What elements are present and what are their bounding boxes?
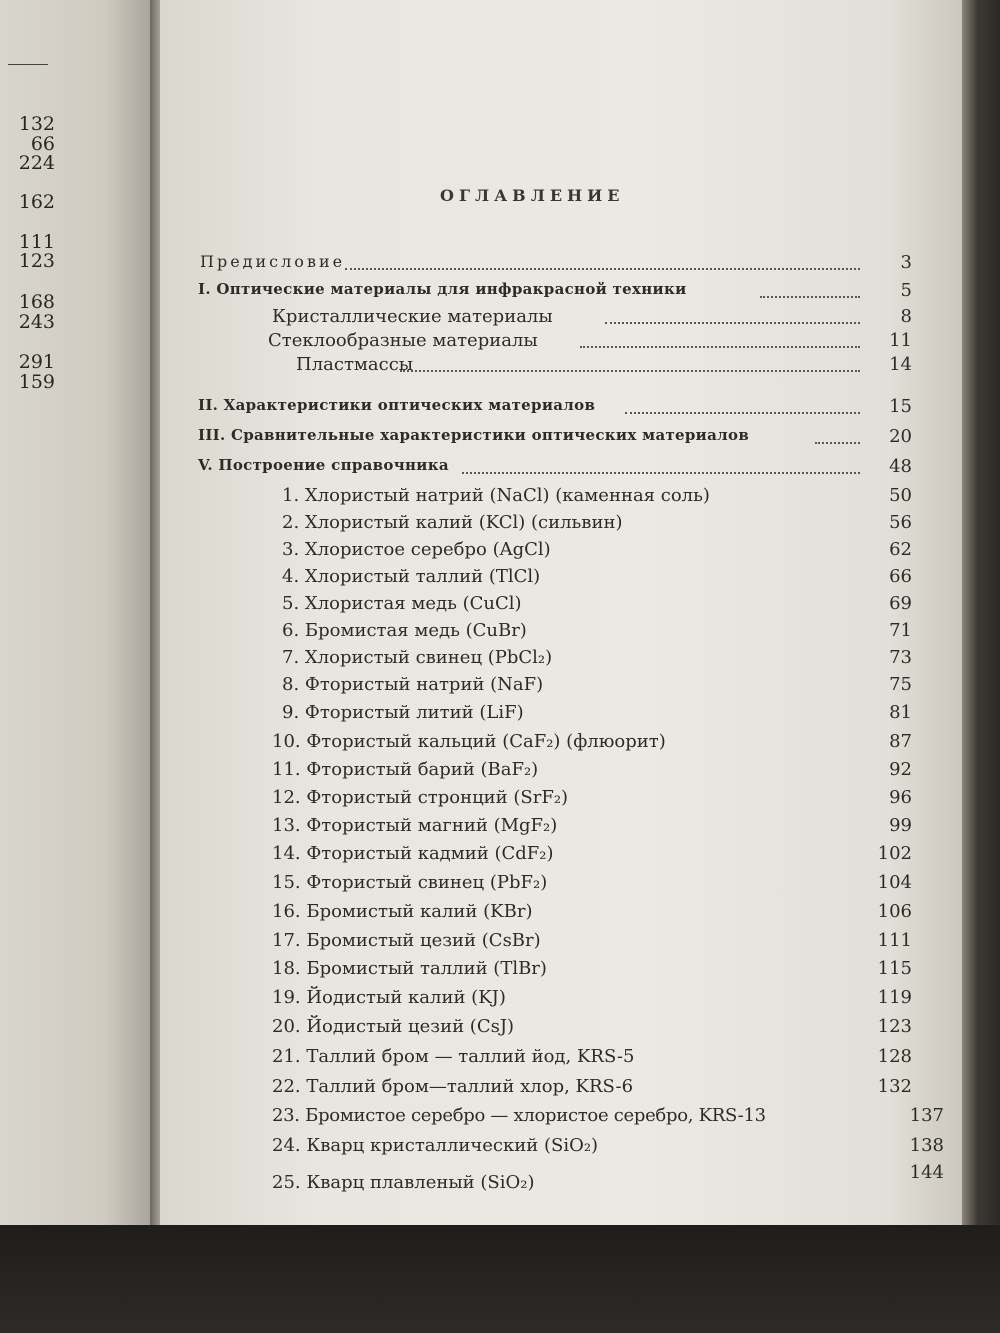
left-page-number: 168 — [18, 291, 55, 313]
toc-entry-title: 13. Фтористый магний (MgF₂) — [272, 815, 558, 836]
toc-entry[interactable] — [0, 787, 1000, 815]
toc-entry-page: 8 — [900, 306, 912, 327]
toc-entry-page: 144 — [909, 1162, 944, 1183]
toc-entry-title: 8. Фтористый натрий (NaF) — [282, 674, 544, 695]
toc-entry-title: Пластмассы — [296, 354, 414, 375]
toc-entry-page: 102 — [877, 843, 912, 864]
toc-entry-page: 99 — [889, 815, 912, 836]
toc-entry[interactable] — [0, 987, 1000, 1015]
toc-entry[interactable] — [0, 901, 1000, 929]
toc-entry[interactable] — [0, 843, 1000, 871]
toc-entry[interactable] — [0, 958, 1000, 986]
toc-entry[interactable] — [0, 1105, 1000, 1133]
toc-entry-title: 24. Кварц кристаллический (SiO₂) — [272, 1135, 599, 1156]
toc-entry-page: 62 — [889, 539, 912, 560]
toc-entry-page: 66 — [889, 566, 912, 587]
toc-entry-title: II. Характеристики оптических материалов — [198, 396, 596, 414]
toc-entry-title: 21. Таллий бром — таллий йод, KRS-5 — [272, 1046, 635, 1067]
toc-entry-page: 48 — [889, 456, 912, 477]
toc-entry-title: I. Оптические материалы для инфракрасной техники — [198, 280, 687, 298]
toc-entry-title: 17. Бромистый цезий (CsBr) — [272, 930, 541, 951]
toc-entry[interactable] — [0, 485, 1000, 513]
toc-entry[interactable] — [0, 1076, 1000, 1104]
leader-dots — [605, 312, 860, 324]
toc-entry-page: 96 — [889, 787, 912, 808]
toc-entry-title: 23. Бромистое серебро — хлористое серебро, KRS-13 — [272, 1105, 766, 1126]
toc-entry[interactable] — [0, 872, 1000, 900]
toc-entry-title: 4. Хлористый таллий (TlCl) — [282, 566, 541, 587]
toc-entry[interactable] — [0, 620, 1000, 648]
book-cover-bottom — [0, 1225, 1000, 1333]
toc-entry-title: Стеклообразные материалы — [268, 330, 538, 351]
leader-dots — [400, 360, 860, 372]
toc-entry[interactable] — [0, 426, 1000, 454]
toc-entry-page: 71 — [889, 620, 912, 641]
toc-entry-page: 138 — [909, 1135, 944, 1156]
leader-dots — [580, 336, 860, 348]
left-page-number: 66 — [30, 133, 55, 155]
toc-entry-title: 14. Фтористый кадмий (CdF₂) — [272, 843, 554, 864]
toc-entry-page: 119 — [877, 987, 912, 1008]
toc-entry-title: 12. Фтористый стронций (SrF₂) — [272, 787, 569, 808]
left-page-number: 132 — [18, 113, 55, 135]
toc-entry-title: 6. Бромистая медь (CuBr) — [282, 620, 527, 641]
toc-entry-title: III. Сравнительные характеристики оптических материалов — [198, 426, 750, 444]
toc-entry-page: 20 — [889, 426, 912, 447]
toc-entry[interactable] — [0, 702, 1000, 730]
toc-entry[interactable] — [0, 674, 1000, 702]
toc-entry-title: Кристаллические материалы — [272, 306, 553, 327]
toc-entry[interactable] — [0, 759, 1000, 787]
toc-entry-title: 22. Таллий бром—таллий хлор, KRS-6 — [272, 1076, 634, 1097]
toc-entry-page: 92 — [889, 759, 912, 780]
left-page-rule — [8, 64, 48, 65]
left-page-number: 162 — [18, 191, 55, 213]
toc-entry[interactable] — [0, 1016, 1000, 1044]
left-page-number: 243 — [18, 311, 55, 333]
toc-entry-title: 19. Йодистый калий (KJ) — [272, 987, 506, 1008]
toc-entry-page: 87 — [889, 731, 912, 752]
toc-entry[interactable] — [0, 566, 1000, 594]
toc-entry-page: 115 — [877, 958, 912, 979]
toc-entry[interactable] — [0, 280, 1000, 308]
toc-entry-page: 73 — [889, 647, 912, 668]
toc-entry[interactable] — [0, 1162, 1000, 1200]
toc-heading: ОГЛАВЛЕНИЕ — [440, 186, 625, 205]
toc-entry[interactable] — [0, 1046, 1000, 1074]
leader-dots — [815, 432, 860, 444]
toc-entry-page: 5 — [900, 280, 912, 301]
toc-entry-title: 11. Фтористый барий (BaF₂) — [272, 759, 539, 780]
toc-entry[interactable] — [0, 512, 1000, 540]
toc-entry[interactable] — [0, 351, 1000, 382]
toc-entry-title: 25. Кварц плавленый (SiO₂) — [272, 1172, 535, 1193]
leader-dots — [625, 402, 860, 414]
toc-entry-title: 15. Фтористый свинец (PbF₂) — [272, 872, 548, 893]
toc-entry[interactable] — [0, 456, 1000, 484]
toc-entry[interactable] — [0, 930, 1000, 958]
toc-entry-page: 69 — [889, 593, 912, 614]
leader-dots — [462, 462, 860, 474]
toc-entry[interactable] — [0, 252, 1000, 280]
toc-entry-page: 81 — [889, 702, 912, 723]
toc-entry-page: 50 — [889, 485, 912, 506]
toc-entry-page: 132 — [877, 1076, 912, 1097]
toc-entry-page: 14 — [889, 354, 912, 375]
toc-entry[interactable] — [0, 731, 1000, 759]
toc-entry-title: 10. Фтористый кальций (CaF₂) (флюорит) — [272, 731, 666, 752]
toc-entry-page: 111 — [877, 930, 912, 951]
toc-entry[interactable] — [0, 539, 1000, 567]
toc-entry-page: 11 — [889, 330, 912, 351]
leader-dots — [345, 258, 860, 270]
toc-entry[interactable] — [0, 647, 1000, 675]
left-page-number: 159 — [18, 371, 55, 393]
toc-entry-title: 3. Хлористое серебро (AgCl) — [282, 539, 551, 560]
toc-entry-title: V. Построение справочника — [198, 456, 449, 474]
toc-entry-page: 137 — [909, 1105, 944, 1126]
toc-entry-title: 9. Фтористый литий (LiF) — [282, 702, 524, 723]
left-page-number: 291 — [18, 351, 55, 373]
toc-entry-title: 2. Хлористый калий (KCl) (сильвин) — [282, 512, 623, 533]
toc-entry[interactable] — [0, 815, 1000, 843]
toc-entry-title: 18. Бромистый таллий (TlBr) — [272, 958, 547, 979]
toc-entry-page: 15 — [889, 396, 912, 417]
toc-entry[interactable] — [0, 593, 1000, 621]
toc-entry[interactable] — [0, 396, 1000, 424]
toc-entry-title: 16. Бромистый калий (KBr) — [272, 901, 533, 922]
toc-entry-page: 128 — [877, 1046, 912, 1067]
toc-entry-page: 3 — [900, 252, 912, 273]
toc-entry-page: 123 — [877, 1016, 912, 1037]
left-page-number: 111 — [18, 231, 55, 253]
toc-entry-title: 1. Хлористый натрий (NaCl) (каменная соль) — [282, 485, 710, 506]
toc-entry-page: 106 — [877, 901, 912, 922]
toc-entry-title: 5. Хлористая медь (CuCl) — [282, 593, 522, 614]
left-page-number: 123 — [18, 250, 55, 272]
toc-entry-page: 75 — [889, 674, 912, 695]
leader-dots — [760, 286, 860, 298]
toc-entry-title: 7. Хлористый свинец (PbCl₂) — [282, 647, 553, 668]
toc-entry-title: 20. Йодистый цезий (CsJ) — [272, 1016, 515, 1037]
toc-entry-title: Предисловие — [200, 252, 346, 271]
toc-entry[interactable] — [0, 1135, 1000, 1163]
left-page-number: 224 — [18, 152, 55, 174]
toc-entry-page: 56 — [889, 512, 912, 533]
toc-entry-page: 104 — [877, 872, 912, 893]
